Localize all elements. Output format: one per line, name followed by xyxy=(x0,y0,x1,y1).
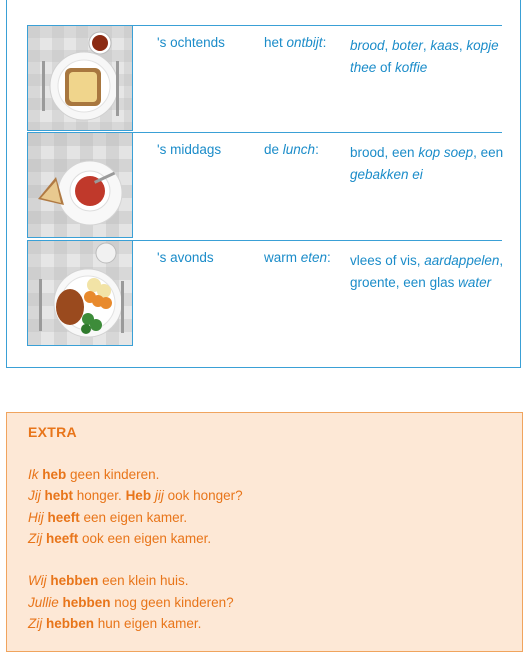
extra-sentence: Zij heeft ook een eigen kamer. xyxy=(28,530,212,546)
meal-name xyxy=(264,250,331,265)
extra-sentence: Zij hebben hun eigen kamer. xyxy=(28,616,202,632)
extra-gap xyxy=(28,549,243,570)
meal-name-suffix: : xyxy=(327,250,331,265)
meal-name-term: eten xyxy=(300,250,328,265)
meal-time: 's middags xyxy=(157,142,222,157)
meal-name-prefix: het xyxy=(264,35,287,50)
meal-name-suffix: : xyxy=(315,142,319,157)
meal-name xyxy=(264,142,319,157)
meal-name xyxy=(264,35,326,50)
meal-items: vlees of vis, aardappelen, groente, een glas water xyxy=(350,253,504,290)
meal-name-suffix: : xyxy=(322,35,327,50)
dinner-photo xyxy=(27,240,133,346)
lunch-photo xyxy=(27,132,133,238)
meal-items: brood, een kop soep, een gebakken ei xyxy=(350,145,504,182)
extra-box xyxy=(6,412,523,652)
meal-row-dinner xyxy=(27,240,502,347)
meal-row-lunch xyxy=(27,132,502,239)
meal-time: 's avonds xyxy=(157,250,214,265)
meal-name-prefix: warm xyxy=(264,250,301,265)
extra-sentence: Ik heb geen kinderen. xyxy=(28,467,160,482)
breakfast-photo xyxy=(27,25,133,131)
extra-sentence: Hij heeft een eigen kamer. xyxy=(28,509,188,525)
extra-lines xyxy=(28,464,243,634)
meal-name-term: lunch xyxy=(282,142,316,157)
meals-box xyxy=(6,0,521,368)
meal-items: brood, boter, kaas, kopje thee of koffie xyxy=(350,38,499,75)
extra-title: EXTRA xyxy=(28,424,77,440)
meal-name-term: ontbijt xyxy=(286,35,323,50)
meal-row-breakfast xyxy=(27,25,502,132)
extra-sentence: Wij hebben een klein huis. xyxy=(28,573,189,589)
extra-sentence: Jij hebt honger. Heb jij ook honger? xyxy=(28,488,243,504)
meal-time: 's ochtends xyxy=(157,35,225,50)
meal-name-prefix: de xyxy=(264,142,283,157)
extra-sentence: Jullie hebben nog geen kinderen? xyxy=(28,594,234,610)
